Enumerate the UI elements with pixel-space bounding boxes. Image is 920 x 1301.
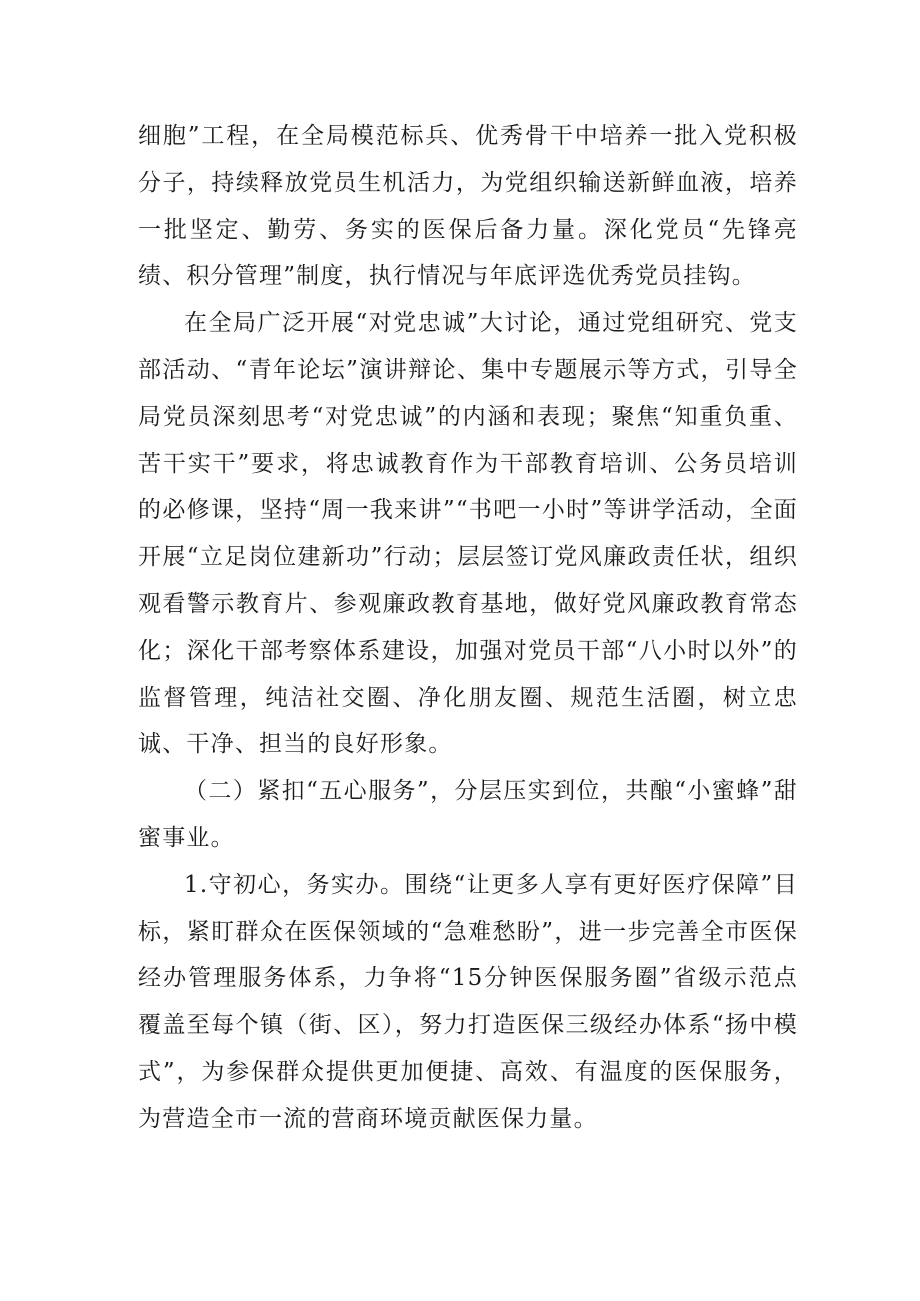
paragraph-loyalty-discussion: 在全局广泛开展“对党忠诚”大讨论，通过党组研究、党支部活动、“青年论坛”演讲辩论、集中专题展示等方式，引导全局党员深刻思考“对党忠诚”的内涵和表现；聚焦“知重负重、苦干实干”要求，将忠诚教育作为干部教育培训、公务员培训的必修课，坚持“周一我来讲”“书吧一小时”等讲学活动，全面开展“立足岗位建新功”行动；层层签订党风廉政责任状，组织观看警示教育片、参观廉政教育基地，做好党风廉政教育常态化；深化干部考察体系建设，加强对党员干部“八小时以外”的监督管理，纯洁社交圈、净化朋友圈、规范生活圈，树立忠诚、干净、担当的良好形象。 <box>138 310 798 758</box>
paragraph-original-aspiration: 1.守初心，务实办。围绕“让更多人享有更好医疗保障”目标，紧盯群众在医保领域的“急难愁盼”，进一步完善全市医保经办管理服务体系，力争将“15分钟医保服务圈”省级示范点覆盖至每个镇（街、区），努力打造医保三级经办体系“扬中模式”，为参保群众提供更加便捷、高效、有温度的医保服务，为营造全市一流的营商环境贡献医保力量。 <box>138 871 798 1132</box>
document-body <box>138 113 798 1143</box>
paragraph-party-cell-project: 细胞”工程，在全局模范标兵、优秀骨干中培养一批入党积极分子，持续释放党员生机活力，为党组织输送新鲜血液，培养一批坚定、勤劳、务实的医保后备力量。深化党员“先锋亮绩、积分管理”制度，执行情况与年底评选优秀党员挂钩。 <box>138 123 798 290</box>
section-heading-five-heart-service: （二）紧扣“五心服务”，分层压实到位，共酿“小蜜蜂”甜蜜事业。 <box>138 778 798 851</box>
